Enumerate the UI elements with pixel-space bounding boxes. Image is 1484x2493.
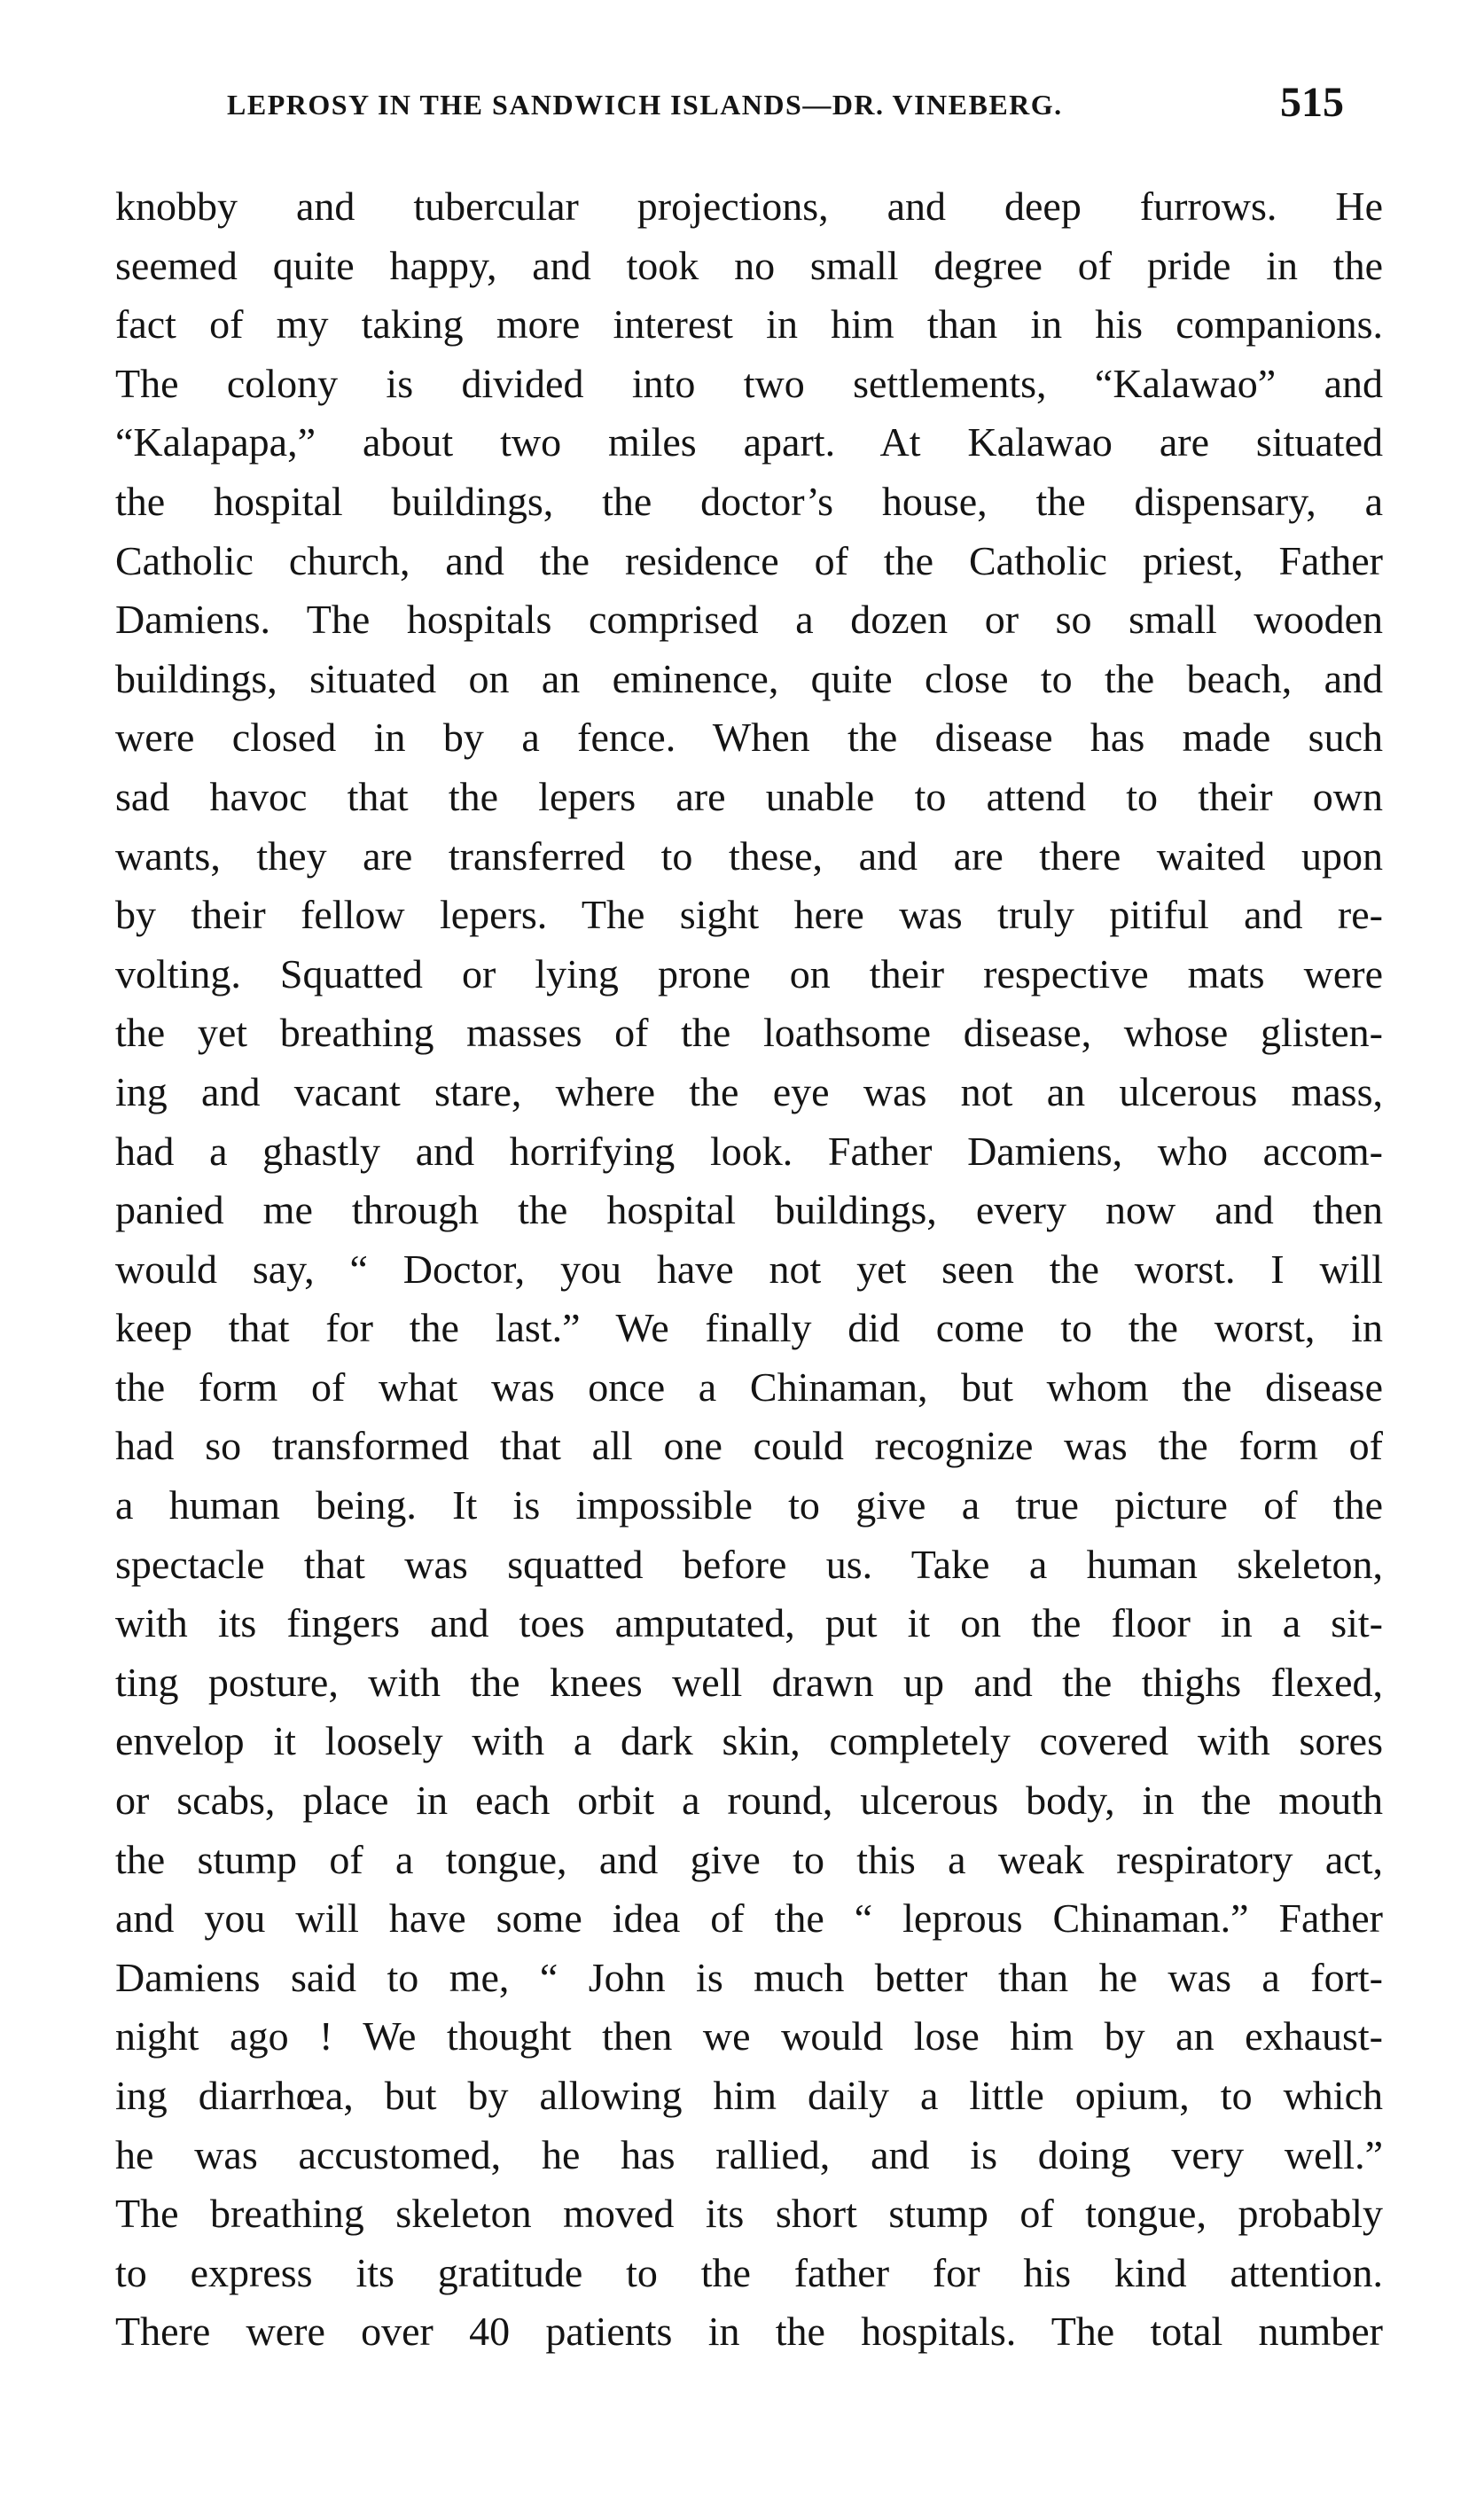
page-number: 515 [1280, 79, 1344, 126]
text-line: sad havoc that the lepers are unable to attend to their own [115, 773, 1383, 819]
text-line: with its fingers and toes amputated, put it on the floor in a sit- [115, 1600, 1383, 1646]
text-line: Damiens. The hospitals comprised a dozen or so small wooden [115, 597, 1383, 643]
text-line: Damiens said to me, “ John is much better than he was a fort- [115, 1954, 1383, 2000]
text-line: There were over 40 patients in the hospitals. The total number [115, 2309, 1383, 2355]
running-head [227, 78, 1379, 131]
text-line: ting posture, with the knees well drawn up and the thighs flexed, [115, 1659, 1383, 1705]
text-line: panied me through the hospital buildings, every now and then [115, 1187, 1383, 1233]
text-line: the yet breathing masses of the loathsome disease, whose glisten- [115, 1010, 1383, 1056]
text-line: had so transformed that all one could recognize was the form of [115, 1423, 1383, 1469]
text-line: were closed in by a fence. When the disease has made such [115, 715, 1383, 761]
text-line: ing diarrhœa, but by allowing him daily a little opium, to which [115, 2073, 1383, 2118]
text-line: a human being. It is impossible to give a true picture of the [115, 1482, 1383, 1528]
running-head-title: LEPROSY IN THE SANDWICH ISLANDS—DR. VINEBERG. [227, 89, 1063, 121]
text-line: keep that for the last.” We finally did come to the worst, in [115, 1305, 1383, 1351]
text-line: volting. Squatted or lying prone on their respective mats were [115, 950, 1383, 996]
text-line: envelop it loosely with a dark skin, completely covered with sores [115, 1718, 1383, 1764]
text-line: Catholic church, and the residence of the Catholic priest, Father [115, 537, 1383, 583]
text-line: or scabs, place in each orbit a round, ulcerous body, in the mouth [115, 1778, 1383, 1824]
text-line: seemed quite happy, and took no small degree of pride in the [115, 242, 1383, 288]
text-line: buildings, situated on an eminence, quite close to the beach, and [115, 655, 1383, 701]
text-line: to express its gratitude to the father for his kind attention. [115, 2249, 1383, 2295]
text-line: the form of what was once a Chinaman, but whom the disease [115, 1364, 1383, 1410]
text-line: “Kalapapa,” about two miles apart. At Kalawao are situated [115, 419, 1383, 465]
text-line: would say, “ Doctor, you have not yet seen the worst. I will [115, 1246, 1383, 1292]
text-line: knobby and tubercular projections, and deep furrows. He [115, 184, 1383, 229]
text-line: wants, they are transferred to these, and are there waited upon [115, 832, 1383, 879]
text-line: night ago ! We thought then we would lose him by an exhaust- [115, 2013, 1383, 2059]
text-line: spectacle that was squatted before us. Take a human skeleton, [115, 1541, 1383, 1587]
text-line: The breathing skeleton moved its short stump of tongue, probably [115, 2191, 1383, 2237]
text-line: he was accustomed, he has rallied, and is doing very well.” [115, 2131, 1383, 2177]
text-line: by their fellow lepers. The sight here was truly pitiful and re- [115, 892, 1383, 938]
text-line: the stump of a tongue, and give to this a weak respiratory act, [115, 1836, 1383, 1882]
text-line: fact of my taking more interest in him than in his companions. [115, 301, 1383, 348]
text-line: the hospital buildings, the doctor’s house, the dispensary, a [115, 478, 1383, 524]
body-text [115, 177, 1383, 2362]
text-line: ing and vacant stare, where the eye was not an ulcerous mass, [115, 1068, 1383, 1114]
text-line: The colony is divided into two settlements, “Kalawao” and [115, 360, 1383, 406]
text-line: and you will have some idea of the “ leprous Chinaman.” Father [115, 1895, 1383, 1942]
text-line: had a ghastly and horrifying look. Father Damiens, who accom- [115, 1128, 1383, 1174]
